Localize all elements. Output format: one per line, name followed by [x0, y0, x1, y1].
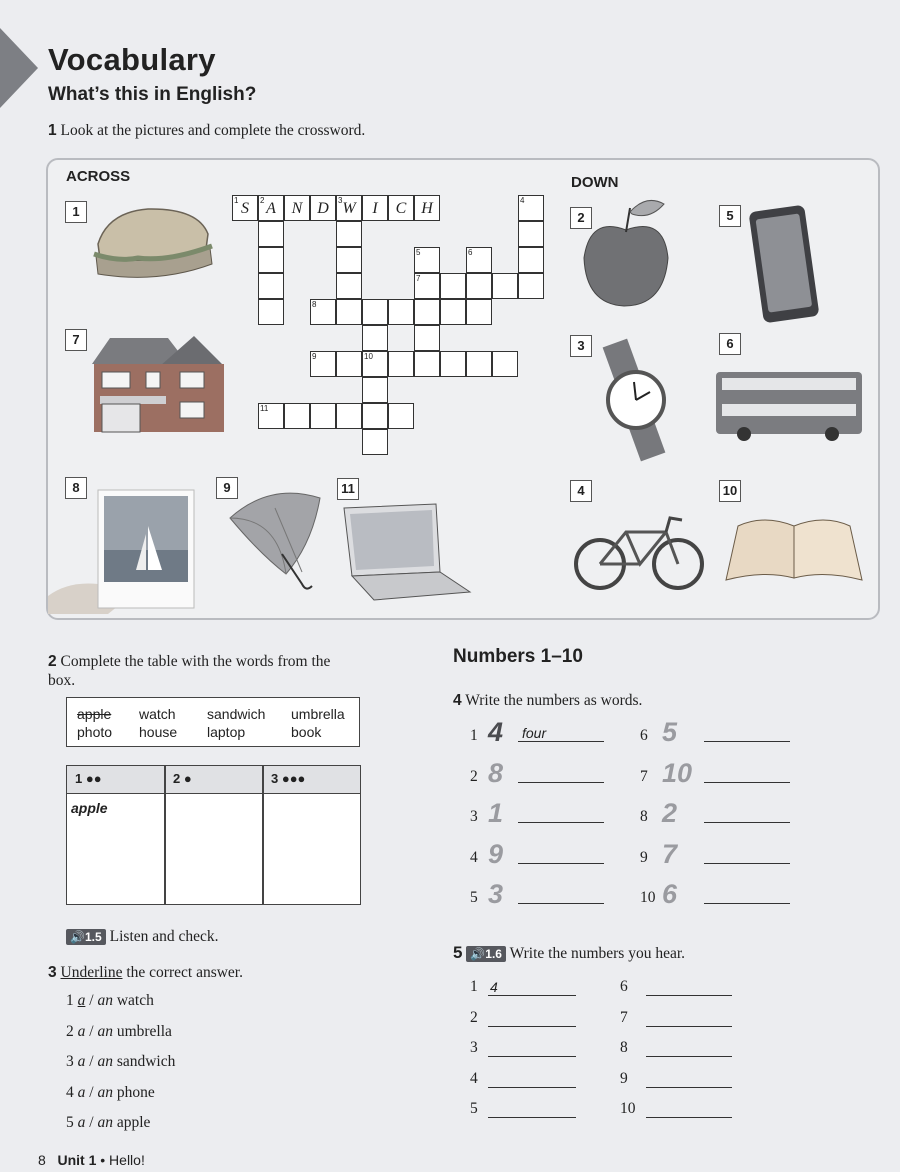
ex5-answer-line[interactable] — [488, 1117, 576, 1118]
ex4-answer-line[interactable] — [518, 903, 604, 904]
ex3-noun: sandwich — [112, 1053, 176, 1070]
photo-picture — [48, 486, 198, 616]
umbrella-picture — [220, 488, 324, 592]
ex3-option-an[interactable]: an — [97, 1022, 113, 1040]
ex5-answer-line[interactable] — [488, 995, 576, 996]
ex5-answer-line[interactable] — [646, 995, 732, 996]
crossword-cell[interactable] — [362, 195, 388, 221]
ex3-separator: / — [85, 992, 98, 1009]
ex5-text: Write the numbers you hear. — [509, 945, 686, 962]
ex4-item-number: 5 — [470, 889, 478, 906]
ex5-item-number: 7 — [620, 1008, 628, 1026]
picture-number-box: 2 — [570, 207, 592, 229]
ex5-number: 5 — [453, 943, 463, 962]
ex3-option-a[interactable]: a — [77, 1022, 86, 1040]
picture-number-box: 6 — [719, 333, 741, 355]
picture-number-box: 1 — [65, 201, 87, 223]
ex3-item-number: 5 — [66, 1114, 78, 1131]
ex3-item — [66, 1084, 155, 1102]
crossword-cell[interactable] — [310, 299, 336, 325]
ex5-item-number: 10 — [620, 1100, 636, 1117]
crossword-cell[interactable] — [518, 221, 544, 247]
stress-table — [66, 765, 361, 905]
ex4-digit: 9 — [488, 838, 504, 869]
page-footer — [38, 1152, 145, 1168]
crossword-cell[interactable] — [310, 351, 336, 377]
crossword-cell[interactable] — [362, 403, 388, 429]
ex4-answer-line[interactable] — [704, 863, 790, 864]
crossword-cell[interactable] — [466, 351, 492, 377]
ex3-item-number: 4 — [66, 1083, 78, 1101]
ex3-separator: / — [85, 1053, 98, 1070]
ex3-option-a[interactable]: a — [77, 992, 86, 1009]
crossword-clue-number: 3 — [338, 196, 343, 205]
ex5-item-number: 1 — [470, 978, 478, 995]
ex4-item-number: 7 — [640, 767, 648, 785]
bus-picture — [714, 368, 864, 442]
ex4-item-number: 3 — [470, 808, 478, 825]
crossword-example-letter: D — [317, 200, 329, 217]
crossword-cell[interactable] — [310, 403, 336, 429]
ex4-text: Write the numbers as words. — [465, 692, 643, 709]
picture-number-box: 10 — [719, 480, 741, 502]
ex5-answer-line[interactable] — [488, 1056, 576, 1057]
ex5-instruction — [453, 943, 685, 963]
table-header: 1 ●● — [67, 766, 165, 794]
table-header: 2 ● — [165, 766, 263, 794]
crossword-cell[interactable] — [362, 325, 388, 351]
crossword-clue-number: 7 — [416, 274, 421, 283]
crossword-clue-number: 10 — [364, 352, 373, 361]
ex4-answer-line[interactable] — [704, 782, 790, 783]
house-picture — [90, 334, 226, 434]
word-box — [66, 697, 360, 747]
crossword-cell[interactable] — [388, 299, 414, 325]
ex5-answer-line[interactable] — [646, 1056, 732, 1057]
ex4-answer-line[interactable] — [704, 903, 790, 904]
footer-dot: • — [100, 1152, 106, 1168]
crossword-cell[interactable] — [336, 221, 362, 247]
ex4-answer-line[interactable] — [518, 863, 604, 864]
word-box-item: book — [291, 724, 322, 740]
crossword-cell[interactable] — [466, 273, 492, 299]
table-divider — [164, 766, 166, 904]
ex5-item-number: 8 — [620, 1039, 628, 1056]
ex5-answer-line[interactable] — [488, 1026, 576, 1027]
word-box-item: photo — [77, 724, 113, 740]
ex2-listen — [66, 928, 219, 946]
crossword-cell[interactable] — [466, 247, 492, 273]
crossword-example-letter: H — [421, 200, 433, 217]
ex2-number: 2 — [48, 653, 57, 670]
ex3-item — [66, 1114, 150, 1132]
crossword-cell[interactable] — [492, 273, 518, 299]
crossword-cell[interactable] — [336, 403, 362, 429]
crossword-cell[interactable] — [440, 351, 466, 377]
ex3-noun: apple — [112, 1114, 151, 1131]
table-example-answer: apple — [71, 800, 108, 816]
crossword-clue-number: 9 — [312, 352, 317, 361]
word-box-item: apple — [77, 706, 112, 722]
ex3-option-an[interactable]: an — [97, 1114, 113, 1131]
crossword-cell[interactable] — [258, 403, 284, 429]
ex3-option-an[interactable]: an — [97, 992, 113, 1009]
apple-picture — [580, 194, 672, 312]
ex3-underline-word: Underline — [60, 964, 123, 981]
ex2-text: Complete the table with the words from the box. — [48, 653, 331, 689]
picture-number-box: 7 — [65, 329, 87, 351]
crossword-cell[interactable] — [414, 351, 440, 377]
ex3-separator: / — [85, 1022, 98, 1040]
ex3-item-number: 1 — [66, 992, 78, 1009]
page-tab-marker — [0, 28, 38, 108]
page-number: 8 — [38, 1152, 46, 1168]
ex4-item-number: 9 — [640, 848, 648, 866]
ex3-number: 3 — [48, 964, 57, 981]
ex3-noun: watch — [112, 992, 154, 1009]
ex5-item-number: 2 — [470, 1008, 478, 1026]
ex1-instruction — [48, 122, 365, 140]
ex3-option-a[interactable]: a — [77, 1083, 86, 1101]
word-box-item: house — [139, 724, 178, 740]
crossword-cell[interactable] — [232, 195, 258, 221]
word-box-item: sandwich — [207, 706, 266, 722]
ex5-answer: 4 — [490, 979, 498, 995]
crossword-cell[interactable] — [466, 299, 492, 325]
crossword-cell[interactable] — [388, 195, 414, 221]
unit-label: Unit 1 — [57, 1152, 97, 1168]
crossword-clue-number: 4 — [520, 196, 525, 205]
ex3-separator: / — [85, 1083, 98, 1101]
ex4-digit: 3 — [488, 879, 504, 909]
crossword-clue-number: 6 — [468, 248, 473, 257]
ex4-answer-line[interactable] — [518, 782, 604, 783]
crossword-example-letter: N — [291, 200, 303, 217]
ex4-item-number: 4 — [470, 848, 478, 866]
audio-track-number: 1.5 — [84, 930, 102, 944]
crossword-cell[interactable] — [258, 299, 284, 325]
word-box-item: laptop — [207, 724, 246, 740]
ex3-option-a[interactable]: a — [77, 1053, 86, 1070]
crossword-cell[interactable] — [310, 195, 336, 221]
crossword-cell[interactable] — [336, 273, 362, 299]
word-box-item: watch — [139, 706, 176, 722]
ex5-answer-line[interactable] — [646, 1117, 732, 1118]
ex4-digit: 10 — [662, 757, 693, 788]
crossword-cell[interactable] — [518, 195, 544, 221]
crossword-cell[interactable] — [388, 351, 414, 377]
crossword-cell[interactable] — [414, 195, 440, 221]
ex4-digit: 4 — [488, 717, 504, 747]
book-picture — [724, 512, 864, 584]
ex4-answer: four — [522, 725, 547, 741]
ex3-option-an[interactable]: an — [97, 1083, 113, 1101]
ex4-item-number: 6 — [640, 727, 648, 744]
ex4-answer-line[interactable] — [518, 741, 604, 742]
down-label: DOWN — [571, 174, 619, 191]
crossword-cell[interactable] — [414, 247, 440, 273]
ex3-item — [66, 1023, 172, 1041]
crossword-cell[interactable] — [258, 273, 284, 299]
crossword-cell[interactable] — [336, 247, 362, 273]
crossword-clue-number: 11 — [260, 404, 269, 413]
listen-text: Listen and check. — [109, 928, 219, 945]
ex4-answer-line[interactable] — [704, 741, 790, 742]
ex3-noun: phone — [112, 1083, 155, 1101]
picture-number-box: 8 — [65, 477, 87, 499]
crossword-cell[interactable] — [336, 351, 362, 377]
ex5-answer-line[interactable] — [646, 1087, 732, 1088]
ex3-item-number: 2 — [66, 1022, 78, 1040]
unit-title: Hello! — [109, 1152, 145, 1168]
ex3-item — [66, 992, 154, 1010]
picture-number-box: 4 — [570, 480, 592, 502]
ex3-item — [66, 1053, 175, 1071]
laptop-picture — [340, 500, 474, 604]
ex5-answer-line[interactable] — [646, 1026, 732, 1027]
ex3-noun: umbrella — [112, 1022, 172, 1040]
ex4-digit: 7 — [662, 838, 678, 869]
crossword-cell[interactable] — [362, 299, 388, 325]
ex4-item-number: 2 — [470, 767, 478, 785]
table-header: 3 ●●● — [263, 766, 360, 794]
audio-track-badge[interactable]: 🔊1.5 — [66, 929, 106, 945]
crossword-cell[interactable] — [414, 273, 440, 299]
ex1-number: 1 — [48, 122, 57, 139]
ex5-item-number: 6 — [620, 978, 628, 995]
ex4-digit: 2 — [662, 798, 678, 828]
phone-picture — [740, 204, 822, 324]
crossword-clue-number: 1 — [234, 196, 239, 205]
crossword-cell[interactable] — [258, 247, 284, 273]
crossword-cell[interactable] — [362, 377, 388, 403]
picture-number-box: 3 — [570, 335, 592, 357]
ex5-item-number: 9 — [620, 1069, 628, 1087]
crossword-clue-number: 8 — [312, 300, 317, 309]
watch-picture — [598, 338, 678, 462]
ex5-item-number: 4 — [470, 1069, 478, 1087]
table-divider — [262, 766, 264, 904]
picture-number-box: 5 — [719, 205, 741, 227]
ex3-option-an[interactable]: an — [97, 1053, 113, 1070]
ex4-item-number: 10 — [640, 889, 656, 906]
picture-number-box: 9 — [216, 477, 238, 499]
ex4-item-number: 8 — [640, 808, 648, 825]
ex4-answer-line[interactable] — [518, 822, 604, 823]
crossword-cell[interactable] — [440, 299, 466, 325]
crossword-example-letter: S — [241, 200, 249, 217]
picture-number-box: 11 — [337, 478, 359, 500]
crossword-cell[interactable] — [362, 429, 388, 455]
ex4-number: 4 — [453, 692, 462, 709]
crossword-cell[interactable] — [414, 299, 440, 325]
crossword-cell[interactable] — [492, 351, 518, 377]
page-title: Vocabulary — [48, 42, 216, 77]
ex3-instruction — [48, 964, 243, 982]
ex4-digit: 8 — [488, 757, 504, 788]
ex4-item-number: 1 — [470, 727, 478, 744]
ex5-item-number: 3 — [470, 1039, 478, 1056]
sandwich-picture — [88, 204, 218, 284]
crossword-cell[interactable] — [388, 403, 414, 429]
crossword-cell[interactable] — [336, 299, 362, 325]
bicycle-picture — [570, 514, 708, 592]
crossword-cell[interactable] — [258, 195, 284, 221]
crossword-cell[interactable] — [440, 273, 466, 299]
crossword-clue-number: 2 — [260, 196, 265, 205]
ex5-answer-line[interactable] — [488, 1087, 576, 1088]
ex3-text: the correct answer. — [122, 964, 243, 981]
crossword-cell[interactable] — [518, 247, 544, 273]
crossword-example-letter: A — [266, 200, 276, 217]
page-subtitle: What’s this in English? — [48, 84, 257, 105]
crossword-cell[interactable] — [414, 325, 440, 351]
ex3-item-number: 3 — [66, 1053, 78, 1070]
ex4-answer-line[interactable] — [704, 822, 790, 823]
ex4-digit: 5 — [662, 717, 678, 747]
ex3-option-a[interactable]: a — [77, 1114, 86, 1131]
crossword-cell[interactable] — [284, 403, 310, 429]
ex4-digit: 1 — [488, 798, 504, 828]
audio-track-badge[interactable]: 🔊1.6 — [466, 946, 506, 962]
crossword-cell[interactable] — [284, 195, 310, 221]
audio-track-number: 1.6 — [485, 947, 502, 961]
ex4-digit: 6 — [662, 879, 678, 909]
ex5-item-number: 5 — [470, 1100, 478, 1117]
ex3-separator: / — [85, 1114, 98, 1131]
across-label: ACROSS — [66, 168, 131, 185]
crossword-example-letter: W — [342, 200, 356, 217]
ex2-instruction — [48, 652, 348, 690]
word-box-item: umbrella — [291, 706, 345, 722]
crossword-clue-number: 5 — [416, 248, 421, 257]
crossword-cell[interactable] — [362, 351, 388, 377]
crossword-example-letter: C — [395, 200, 407, 217]
ex4-instruction — [453, 692, 642, 710]
crossword-example-letter: I — [372, 200, 378, 217]
crossword-cell[interactable] — [336, 195, 362, 221]
numbers-heading: Numbers 1–10 — [453, 646, 583, 667]
ex1-text: Look at the pictures and complete the crossword. — [60, 122, 366, 139]
crossword-cell[interactable] — [518, 273, 544, 299]
crossword-cell[interactable] — [258, 221, 284, 247]
